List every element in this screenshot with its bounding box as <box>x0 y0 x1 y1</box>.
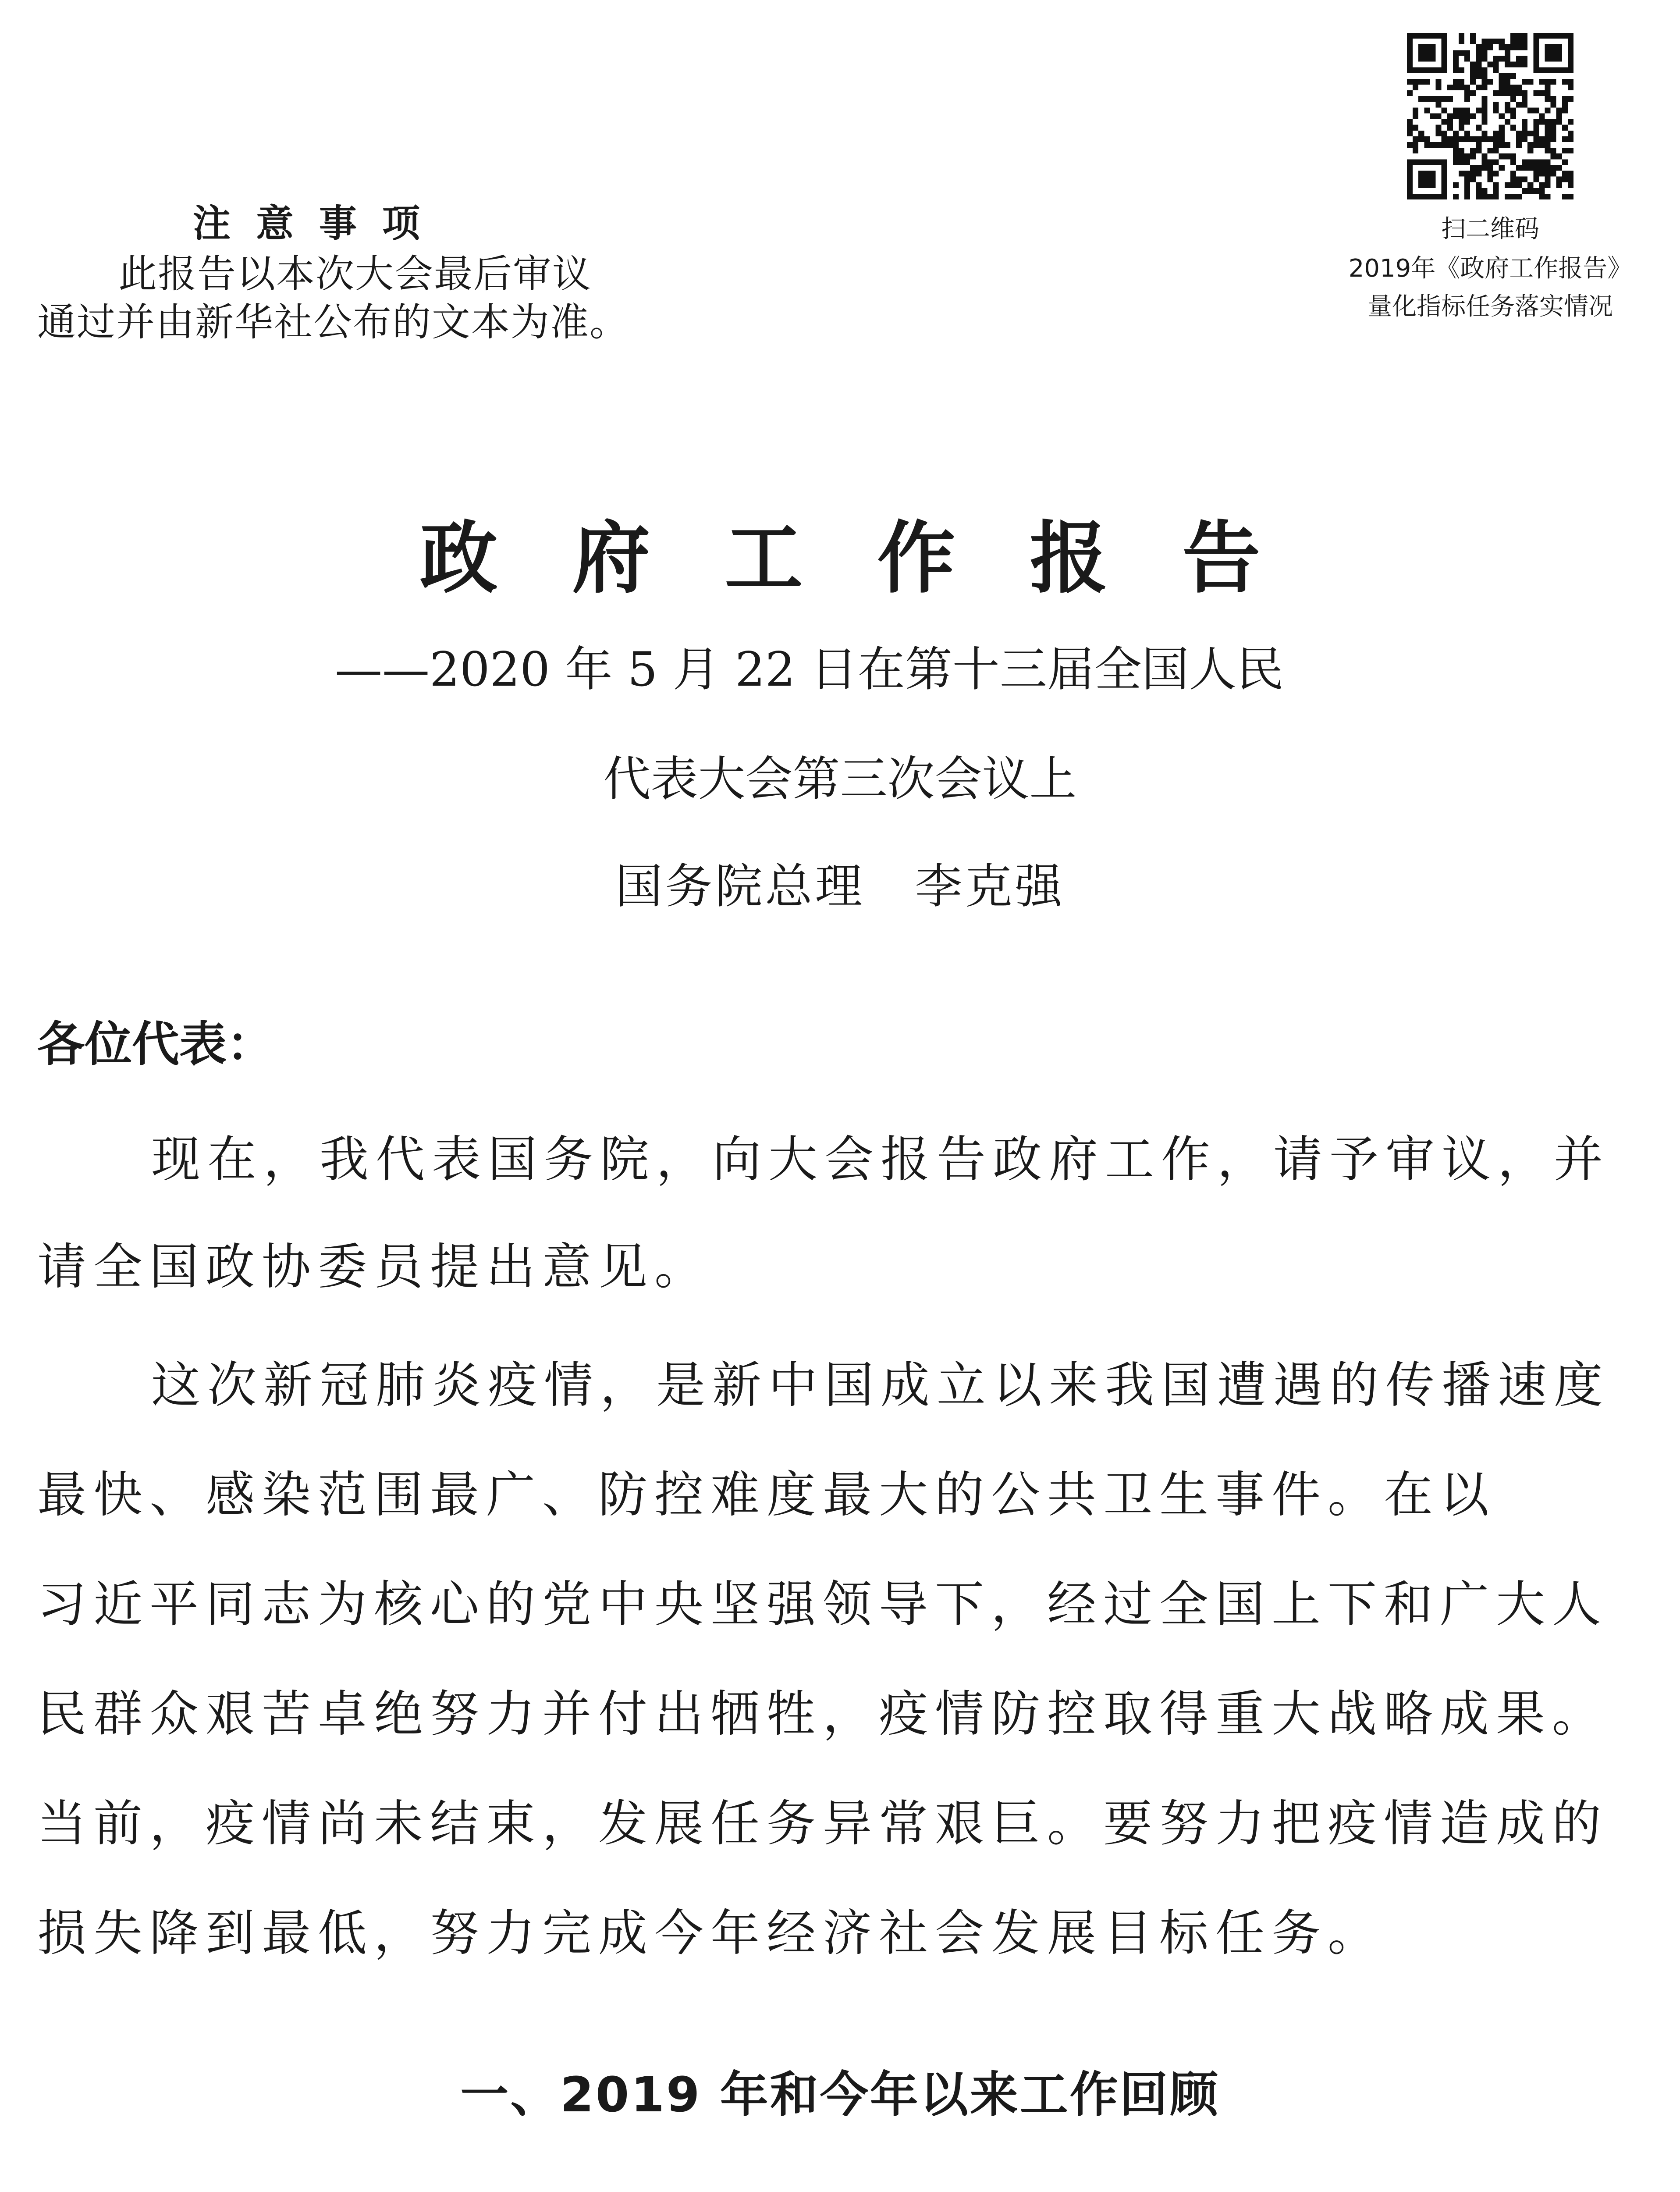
document-title: 政府工作报告 <box>419 512 1335 604</box>
paragraph-1-line-1: 现在，我代表国务院，向大会报告政府工作，请予审议，并 <box>151 1131 1610 1188</box>
subtitle-line-2: 代表大会第三次会议上 <box>603 752 1077 807</box>
paragraph-1-line-2: 请全国政协委员提出意见。 <box>37 1238 710 1295</box>
qr-caption-scan: 扫二维码 <box>1441 215 1539 243</box>
paragraph-2-line-6: 损失降到最低，努力完成今年经济社会发展目标任务。 <box>37 1905 1384 1962</box>
paragraph-2-line-5: 当前，疫情尚未结束，发展任务异常艰巨。要努力把疫情造成的 <box>37 1795 1608 1852</box>
notice-text-line-1: 此报告以本次大会最后审议 <box>118 251 592 296</box>
qr-code-icon <box>1407 33 1573 199</box>
paragraph-2-line-2: 最快、感染范围最广、防控难度最大的公共卫生事件。在以 <box>37 1466 1496 1523</box>
paragraph-2-line-1: 这次新冠肺炎疫情，是新中国成立以来我国遭遇的传播速度 <box>151 1357 1610 1414</box>
paragraph-2-line-4: 民群众艰苦卓绝努力并付出牺牲，疫情防控取得重大战略成果。 <box>37 1686 1608 1743</box>
qr-caption-indicators: 量化指标任务落实情况 <box>1367 292 1613 321</box>
author-line: 国务院总理 李克强 <box>615 859 1065 914</box>
salutation: 各位代表： <box>37 1017 274 1072</box>
qr-caption-report-year: 2019年《政府工作报告》 <box>1348 254 1632 283</box>
subtitle-line-1: ——2020 年 5 月 22 日在第十三届全国人民 <box>335 642 1284 697</box>
notice-title: 注意事项 <box>193 202 445 246</box>
paragraph-2-line-3: 习近平同志为核心的党中央坚强领导下，经过全国上下和广大人 <box>37 1576 1608 1633</box>
notice-text-line-2: 通过并由新华社公布的文本为准。 <box>37 299 629 345</box>
section-heading: 一、2019 年和今年以来工作回顾 <box>460 2067 1220 2123</box>
